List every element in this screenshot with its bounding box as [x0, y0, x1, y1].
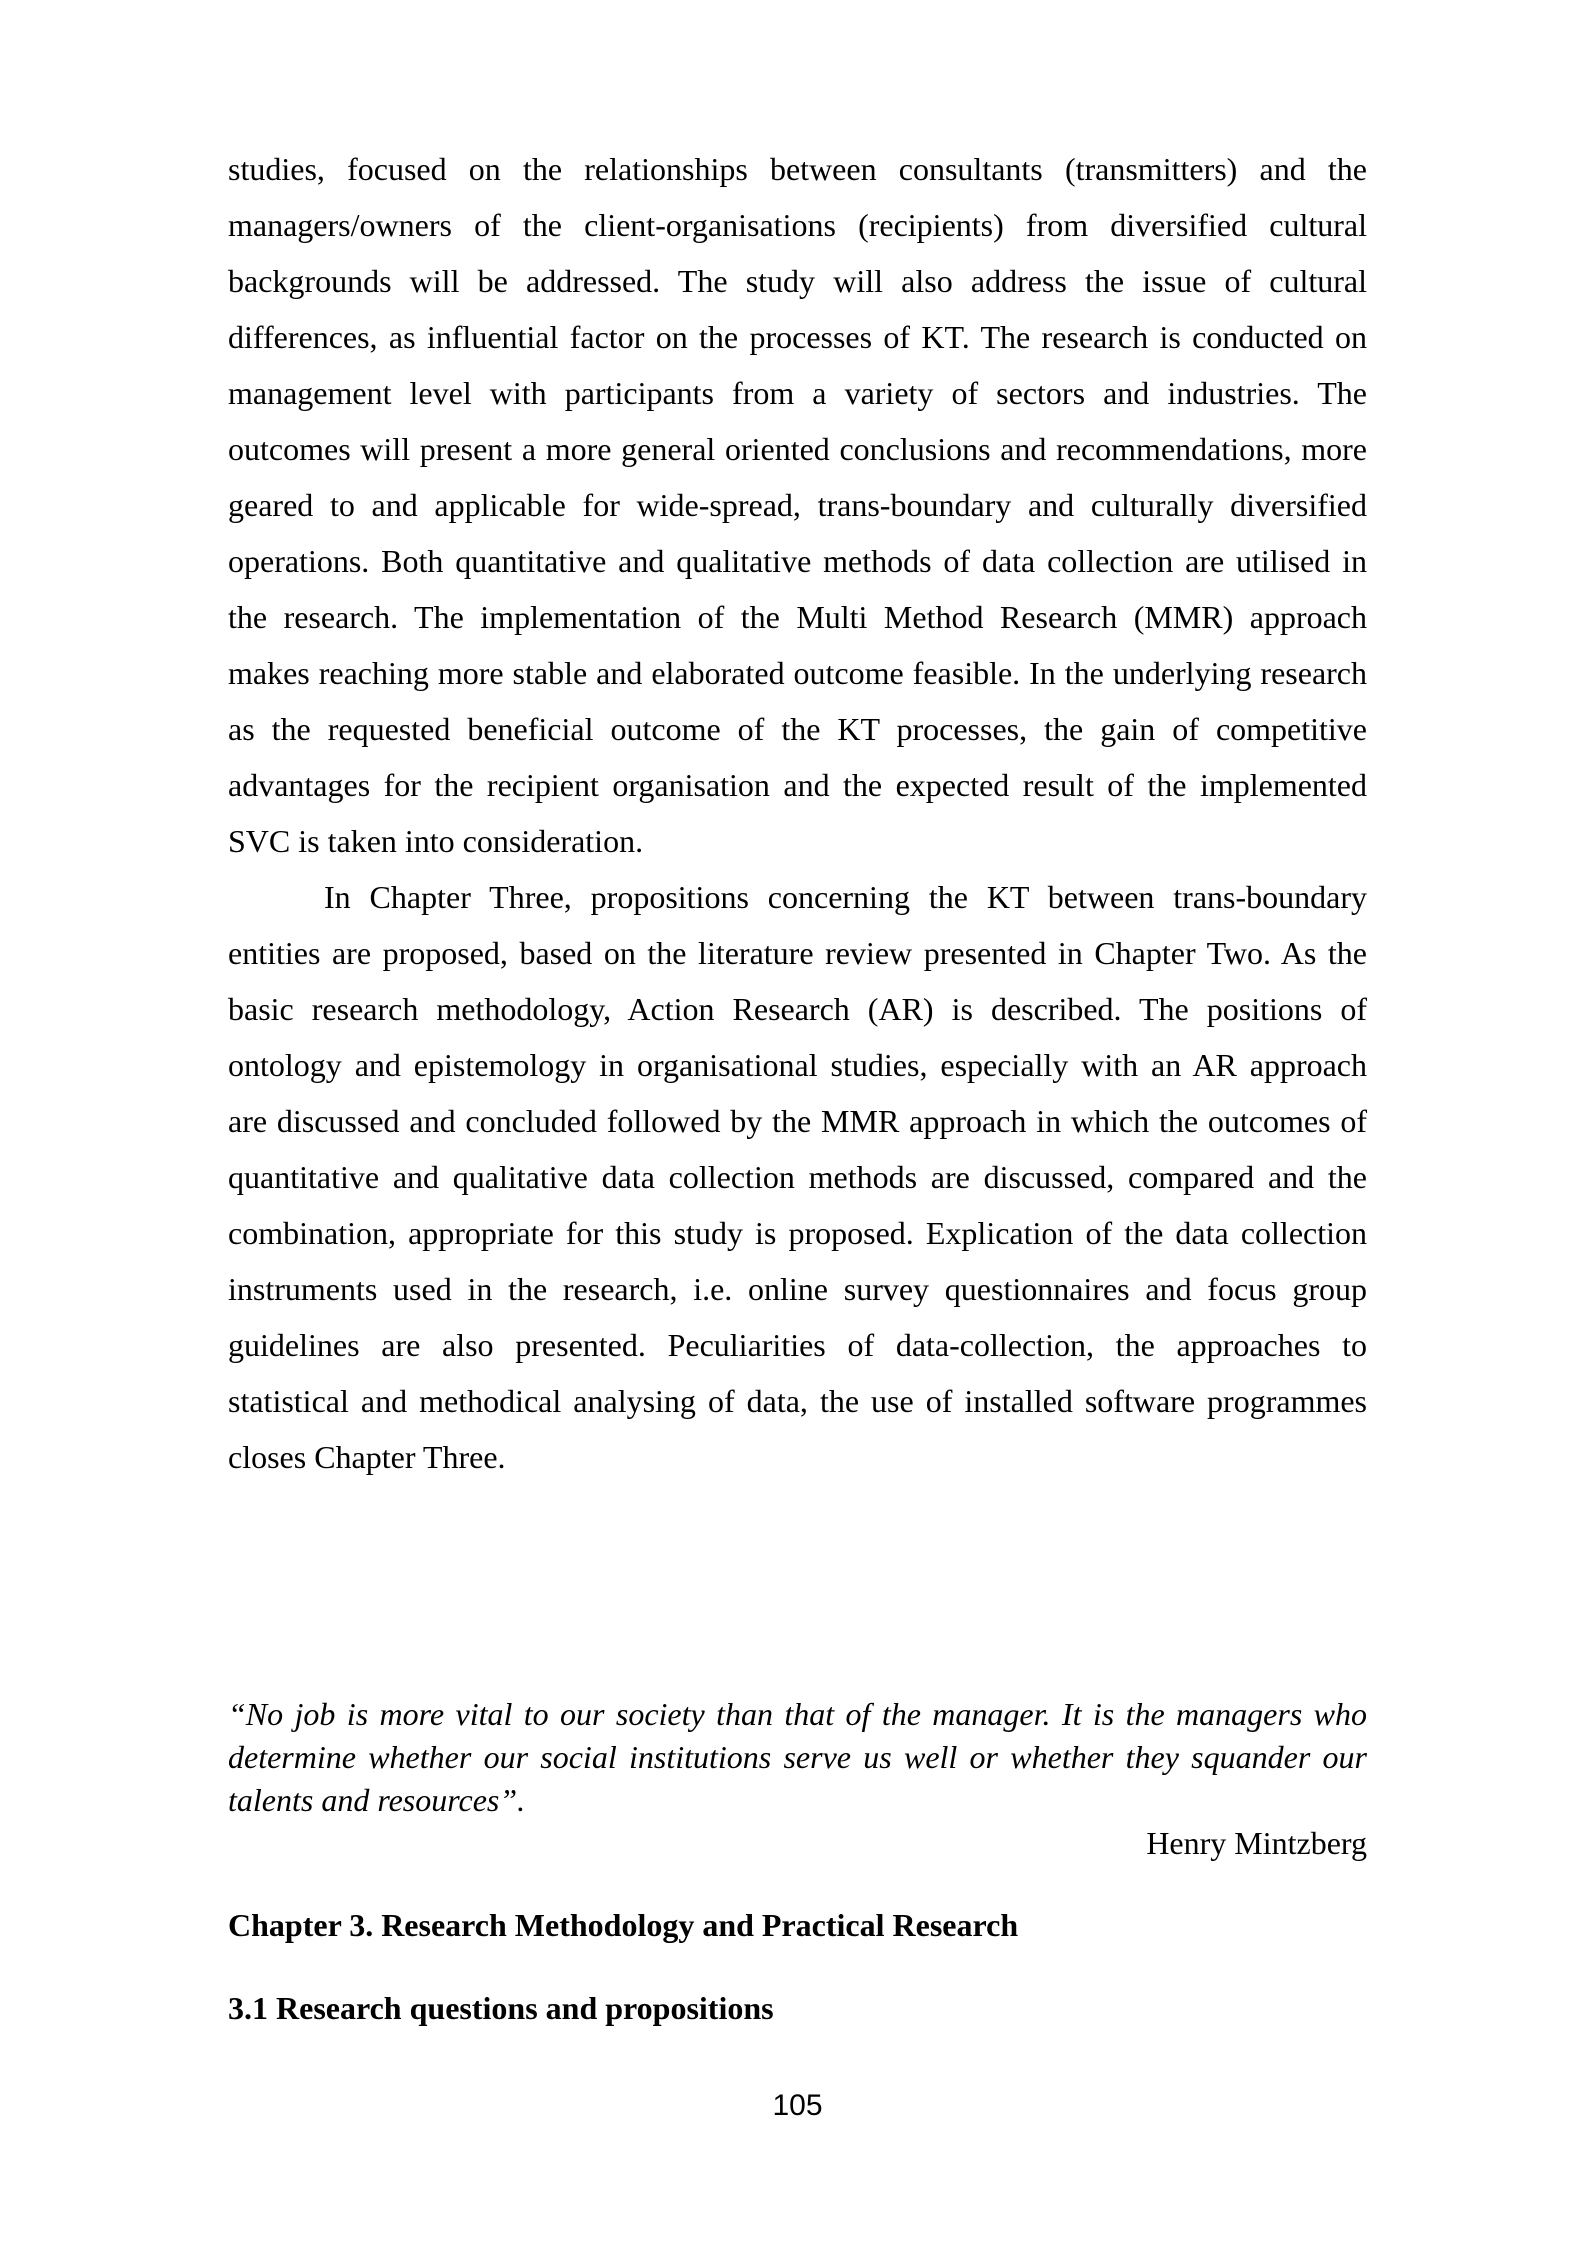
text-line: as the requested beneficial outcome of the KT processes, the gain of competitive: [228, 711, 1367, 747]
text-line: outcomes will present a more general oriented conclusions and recommendations, more: [228, 431, 1367, 467]
page-number: 105: [772, 2089, 823, 2122]
text-line: managers/owners of the client-organisations (recipients) from diversified cultural: [228, 207, 1367, 243]
text-line: makes reaching more stable and elaborated outcome feasible. In the underlying research: [228, 655, 1367, 691]
text-line: ontology and epistemology in organisational studies, especially with an AR approach: [228, 1047, 1367, 1083]
text-line: instruments used in the research, i.e. online survey questionnaires and focus group: [228, 1271, 1367, 1307]
section-heading: 3.1 Research questions and propositions: [228, 1990, 774, 2026]
body-paragraph-1: [228, 141, 1367, 869]
text-line: “No job is more vital to our society than that of the manager. It is the managers who: [228, 1696, 1367, 1732]
text-line: differences, as influential factor on the processes of KT. The research is conducted on: [228, 319, 1367, 355]
text-line: entities are proposed, based on the literature review presented in Chapter Two. As the: [228, 935, 1367, 971]
text-line: SVC is taken into consideration.: [228, 823, 644, 859]
quote-attribution: Henry Mintzberg: [1146, 1825, 1367, 1861]
text-line: In Chapter Three, propositions concerning the KT between trans-boundary: [324, 879, 1367, 915]
text-line: management level with participants from a variety of sectors and industries. The: [228, 375, 1367, 411]
chapter-heading: Chapter 3. Research Methodology and Practical Research: [228, 1907, 1019, 1943]
epigraph-quote: [228, 1693, 1367, 1822]
text-line: closes Chapter Three.: [228, 1439, 506, 1475]
text-line: backgrounds will be addressed. The study will also address the issue of cultural: [228, 263, 1367, 299]
text-line: combination, appropriate for this study is proposed. Explication of the data collection: [228, 1215, 1367, 1251]
text-line: basic research methodology, Action Research (AR) is described. The positions of: [228, 991, 1367, 1027]
text-line: operations. Both quantitative and qualitative methods of data collection are utilised in: [228, 543, 1367, 579]
text-line: determine whether our social institutions serve us well or whether they squander our: [228, 1739, 1367, 1775]
body-paragraph-2: [228, 869, 1367, 1485]
text-line: quantitative and qualitative data collection methods are discussed, compared and the: [228, 1159, 1367, 1195]
text-line: statistical and methodical analysing of data, the use of installed software programmes: [228, 1383, 1367, 1419]
page-content: [228, 0, 1367, 2127]
text-line: are discussed and concluded followed by the MMR approach in which the outcomes of: [228, 1103, 1367, 1139]
text-line: advantages for the recipient organisation and the expected result of the implemented: [228, 767, 1367, 803]
text-line: geared to and applicable for wide-spread, trans-boundary and culturally diversified: [228, 487, 1367, 523]
text-line: talents and resources”.: [228, 1782, 526, 1818]
text-line: studies, focused on the relationships between consultants (transmitters) and the: [228, 151, 1367, 187]
text-line: the research. The implementation of the Multi Method Research (MMR) approach: [228, 599, 1367, 635]
text-line: guidelines are also presented. Peculiarities of data-collection, the approaches to: [228, 1327, 1367, 1363]
